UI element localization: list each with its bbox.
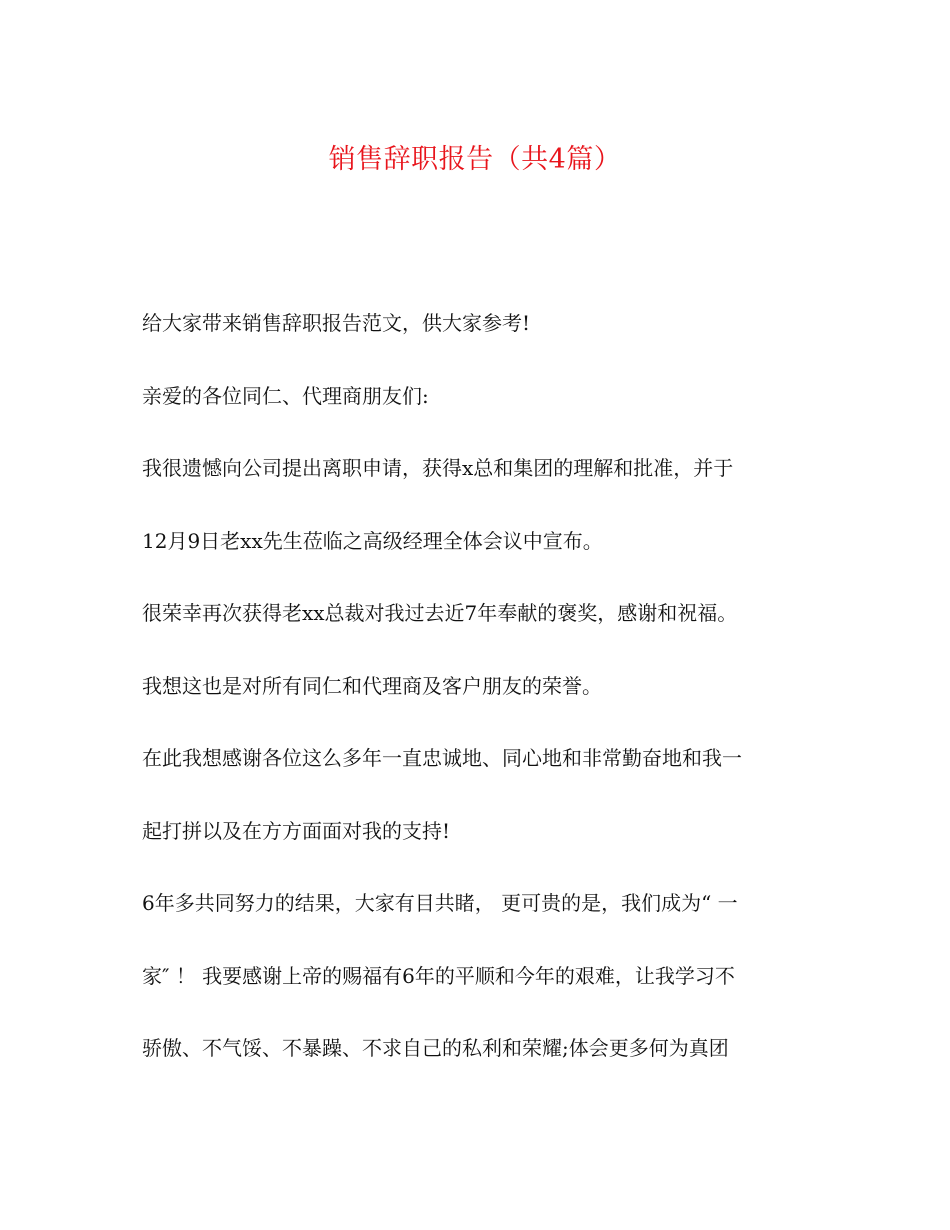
text-line: 我很遗憾向公司提出离职申请，获得x总和集团的理解和批准，并于: [142, 456, 734, 480]
text-line: 家″ ！ 我要感谢上帝的赐福有6年的平顺和今年的艰难，让我学习不: [142, 963, 735, 988]
text-line: 给大家带来销售辞职报告范文，供大家参考!: [142, 311, 531, 335]
text-line: 亲爱的各位同仁、代理商朋友们:: [142, 383, 429, 408]
text-line: 起打拼以及在方方面面对我的支持!: [142, 818, 451, 843]
text-line: 12月9日老xx先生莅临之高级经理全体会议中宣布。: [142, 528, 603, 553]
document-title: 销售辞职报告（共4篇）: [328, 144, 622, 175]
document-body: [142, 303, 802, 1101]
text-line: 很荣幸再次获得老xx总裁对我过去近7年奉献的褒奖，感谢和祝福。: [142, 601, 738, 625]
text-line: 在此我想感谢各位这么多年一直忠诚地、同心地和非常勤奋地和我一: [142, 746, 742, 770]
text-line: 6年多共同努力的结果，大家有目共睹， 更可贵的是，我们成为“ 一: [142, 891, 738, 915]
text-line: 骄傲、不气馁、不暴躁、不求自己的私利和荣耀;体会更多何为真团: [142, 1036, 729, 1060]
text-line: 我想这也是对所有同仁和代理商及客户朋友的荣誉。: [142, 673, 602, 698]
